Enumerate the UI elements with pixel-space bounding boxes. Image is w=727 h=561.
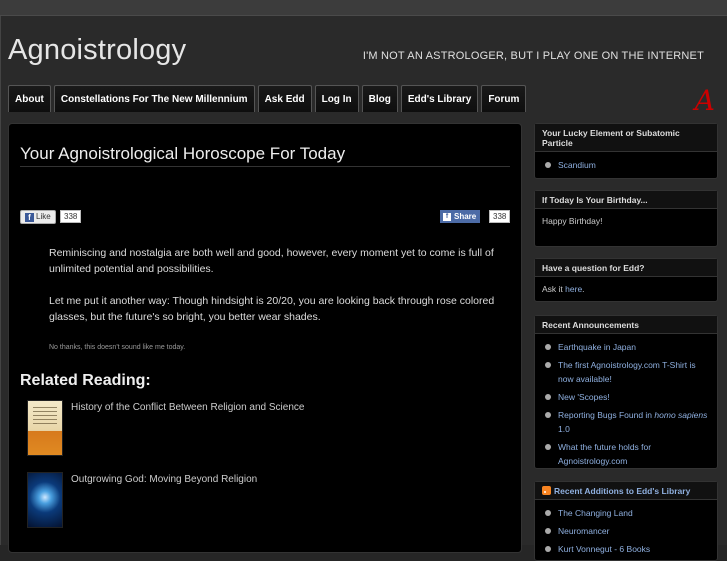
book-cover-image[interactable] (27, 472, 63, 528)
announcement-link[interactable]: Earthquake in Japan (542, 340, 710, 354)
birthday-text: Happy Birthday! (542, 216, 603, 226)
no-thanks-link[interactable]: No thanks, this doesn't sound like me today. (49, 344, 186, 351)
facebook-icon: f (443, 213, 451, 221)
bug-report-species: homo sapiens (654, 410, 708, 420)
announcements-widget (534, 315, 718, 469)
bug-report-prefix: Reporting Bugs Found in (558, 410, 655, 420)
nav-forum[interactable]: Forum (481, 85, 526, 112)
widget-title: If Today Is Your Birthday... (535, 191, 717, 209)
widget-title (535, 482, 717, 500)
facebook-icon: f (25, 213, 34, 222)
like-label: Like (36, 212, 51, 221)
main-nav (8, 85, 526, 112)
rss-icon[interactable] (542, 486, 551, 495)
question-widget (534, 258, 718, 302)
library-item-link[interactable]: The Changing Land (542, 506, 710, 520)
announcement-link[interactable]: The first Agnoistrology.com T-Shirt is now available! (542, 358, 710, 386)
announcement-link[interactable]: What the future holds for Agnoistrology.com (542, 440, 710, 468)
lucky-element-widget (534, 123, 718, 179)
related-reading-heading: Related Reading: (20, 372, 151, 389)
horoscope-paragraph: Reminiscing and nostalgia are both well and good, however, every moment yet to come is full of unlimited potential and possibilities. (49, 247, 494, 275)
library-feed-link[interactable]: Recent Additions to Edd's Library (554, 486, 691, 496)
ask-here-link[interactable]: here (565, 284, 583, 294)
nav-log-in[interactable]: Log In (315, 85, 359, 112)
browser-top-strip (0, 0, 727, 16)
widget-title: Have a question for Edd? (535, 259, 717, 277)
related-book-link[interactable]: Outgrowing God: Moving Beyond Religion (71, 474, 258, 485)
question-suffix: . (582, 284, 585, 294)
nav-ask-edd[interactable]: Ask Edd (258, 85, 312, 112)
announcement-link[interactable] (542, 408, 710, 436)
title-divider (20, 166, 510, 167)
nav-blog[interactable]: Blog (362, 85, 398, 112)
question-text (535, 277, 717, 301)
like-count: 338 (60, 210, 81, 223)
site-tagline: I'M NOT AN ASTROLOGER, BUT I PLAY ONE ON THE INTERNET (362, 50, 704, 62)
library-widget (534, 481, 718, 561)
library-item-link[interactable]: Neuromancer (542, 524, 710, 538)
birthday-widget (534, 190, 718, 247)
widget-title: Recent Announcements (535, 316, 717, 334)
site-title[interactable]: Agnoistrology (8, 34, 187, 66)
share-label: Share (454, 212, 477, 221)
page-title: Your Agnoistrological Horoscope For Today (20, 144, 346, 163)
horoscope-paragraph: Let me put it another way: Though hindsight is 20/20, you are looking back through rose colored glasses, but the future's so bright, you better wear shades. (49, 295, 495, 323)
widget-title: Your Lucky Element or Subatomic Particle (535, 124, 717, 152)
library-item-link[interactable]: Kurt Vonnegut - 6 Books (542, 542, 710, 556)
announcement-link[interactable]: New 'Scopes! (542, 390, 710, 404)
nav-about[interactable]: About (8, 85, 51, 112)
facebook-like-button[interactable] (20, 210, 56, 224)
related-book-link[interactable]: History of the Conflict Between Religion and Science (71, 402, 305, 413)
bug-report-version: 1.0 (558, 424, 570, 434)
horoscope-panel (8, 123, 522, 553)
question-prefix: Ask it (542, 284, 566, 294)
nav-library[interactable]: Edd's Library (401, 85, 479, 112)
lucky-element-link[interactable]: Scandium (542, 158, 710, 172)
logo-a-icon: A (694, 84, 715, 117)
nav-constellations[interactable]: Constellations For The New Millennium (54, 85, 255, 112)
book-cover-image[interactable] (27, 400, 63, 456)
share-count: 338 (489, 210, 510, 223)
facebook-share-button[interactable] (440, 210, 480, 223)
